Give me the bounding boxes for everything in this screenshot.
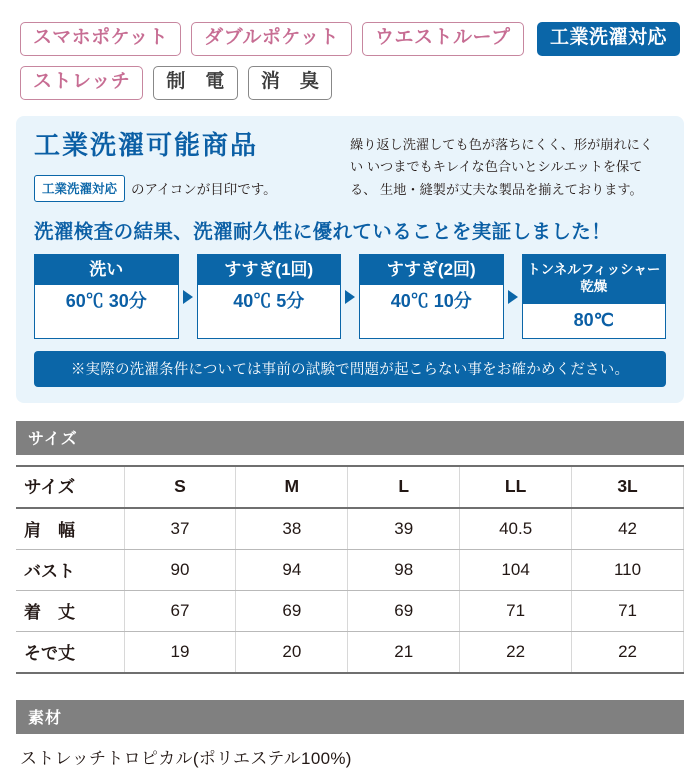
panel-icon-caption: のアイコンが目印です。 bbox=[131, 182, 277, 198]
panel-subtitle: 洗濯検査の結果、洗濯耐久性に優れていることを実証しました！ bbox=[34, 220, 612, 243]
panel-icon-line bbox=[34, 175, 334, 202]
size-table bbox=[16, 465, 684, 674]
size-row-label-length: 着 丈 bbox=[16, 591, 124, 632]
feature-tag-antistatic: 制 電 bbox=[153, 66, 238, 100]
size-shoulder-l: 39 bbox=[348, 508, 460, 550]
feature-tag-waist-loop: ウエストループ bbox=[362, 22, 524, 56]
feature-tag-industrial-wash: 工業洗濯対応 bbox=[537, 22, 680, 56]
step-arrow-2-icon bbox=[341, 254, 359, 339]
size-table-header-3l: 3L bbox=[572, 466, 684, 508]
size-shoulder-3l: 42 bbox=[572, 508, 684, 550]
size-bust-ll: 104 bbox=[460, 550, 572, 591]
size-section-bar: サイズ bbox=[16, 421, 684, 455]
wash-process-steps bbox=[34, 254, 666, 339]
size-length-s: 67 bbox=[124, 591, 236, 632]
material-section-bar: 素材 bbox=[16, 700, 684, 734]
size-length-ll: 71 bbox=[460, 591, 572, 632]
size-row-label-sleeve: そで丈 bbox=[16, 632, 124, 674]
size-shoulder-ll: 40.5 bbox=[460, 508, 572, 550]
size-table-header-row bbox=[16, 466, 684, 508]
size-length-3l: 71 bbox=[572, 591, 684, 632]
wash-step-1-value: 60℃ 30分 bbox=[65, 291, 147, 312]
size-table-header-l: L bbox=[348, 466, 460, 508]
size-sleeve-l: 21 bbox=[348, 632, 460, 674]
table-row bbox=[16, 591, 684, 632]
wash-step-1 bbox=[34, 254, 179, 339]
size-bust-l: 98 bbox=[348, 550, 460, 591]
table-row bbox=[16, 508, 684, 550]
feature-tag-double-pocket: ダブルポケット bbox=[191, 22, 352, 56]
feature-tag-row-1 bbox=[0, 0, 700, 56]
panel-title: 工業洗濯可能商品 bbox=[34, 129, 259, 160]
panel-left-column bbox=[34, 130, 334, 202]
size-bust-m: 94 bbox=[236, 550, 348, 591]
size-table-header-m: M bbox=[236, 466, 348, 508]
wash-step-3-title: すすぎ(2回) bbox=[360, 255, 503, 285]
size-length-m: 69 bbox=[236, 591, 348, 632]
size-table-header-ll: LL bbox=[460, 466, 572, 508]
panel-top-row bbox=[34, 130, 666, 202]
industrial-wash-icon: 工業洗濯対応 bbox=[34, 175, 125, 202]
step-arrow-3-icon bbox=[504, 254, 522, 339]
size-bust-s: 90 bbox=[124, 550, 236, 591]
table-row bbox=[16, 550, 684, 591]
wash-step-4-value: 80℃ bbox=[573, 309, 614, 330]
wash-step-2 bbox=[197, 254, 342, 339]
size-bust-3l: 110 bbox=[572, 550, 684, 591]
wash-step-1-title: 洗い bbox=[35, 255, 178, 285]
wash-step-3 bbox=[359, 254, 504, 339]
wash-condition-note: ※実際の洗濯条件については事前の試験で問題が起こらない事をお確かめください。 bbox=[34, 351, 666, 387]
size-length-l: 69 bbox=[348, 591, 460, 632]
wash-step-4 bbox=[522, 254, 667, 339]
size-sleeve-3l: 22 bbox=[572, 632, 684, 674]
size-table-header-s: S bbox=[124, 466, 236, 508]
material-text: ストレッチトロピカル(ポリエステル100%) bbox=[20, 749, 352, 769]
step-arrow-1-icon bbox=[179, 254, 197, 339]
size-row-label-bust: バスト bbox=[16, 550, 124, 591]
wash-step-2-value: 40℃ 5分 bbox=[233, 291, 305, 312]
feature-tag-deodorant: 消 臭 bbox=[248, 66, 333, 100]
wash-step-3-value: 40℃ 10分 bbox=[390, 291, 472, 312]
wash-step-4-title: トンネルフィッシャー乾燥 bbox=[523, 255, 666, 304]
size-row-label-shoulder: 肩 幅 bbox=[16, 508, 124, 550]
industrial-wash-panel bbox=[16, 116, 684, 403]
feature-tag-smartphone-pocket: スマホポケット bbox=[20, 22, 181, 56]
wash-step-2-title: すすぎ(1回) bbox=[198, 255, 341, 285]
feature-tag-row-2 bbox=[0, 56, 700, 100]
size-sleeve-m: 20 bbox=[236, 632, 348, 674]
feature-tag-stretch: ストレッチ bbox=[20, 66, 143, 100]
panel-description: 繰り返し洗濯しても色が落ちにくく、形が崩れにくい いつまでもキレイな色合いとシルエットを保てる、 生地・縫製が丈夫な製品を揃えております。 bbox=[350, 136, 654, 198]
size-table-header-label: サイズ bbox=[16, 466, 124, 508]
table-row bbox=[16, 632, 684, 674]
size-shoulder-m: 38 bbox=[236, 508, 348, 550]
size-sleeve-s: 19 bbox=[124, 632, 236, 674]
size-shoulder-s: 37 bbox=[124, 508, 236, 550]
size-sleeve-ll: 22 bbox=[460, 632, 572, 674]
